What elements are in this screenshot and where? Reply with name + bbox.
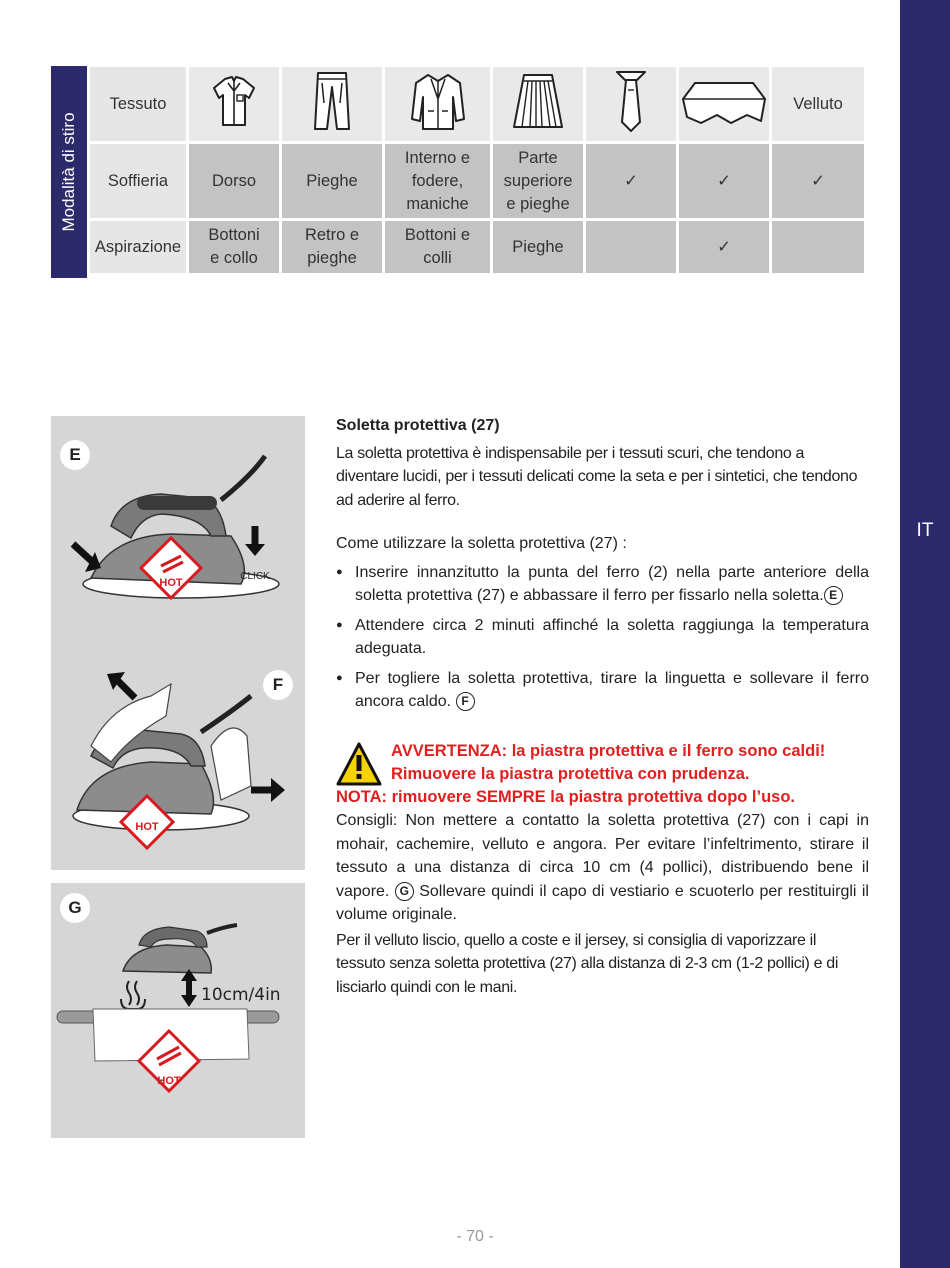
velvet-paragraph: Per il velluto liscio, quello a coste e il jersey, si consiglia di vaporizzare il tessuto senza soletta protettiva (27) alla distanza di 2-3 cm (1-2 pollici) e di lisciarlo quindi con le mani. [336, 931, 839, 996]
tie-icon [586, 67, 676, 141]
intro-paragraph: La soletta protettiva è indispensabile per i tessuti scuri, che tendono a diventare lucidi, per i tessuti delicati come la seta e per i sintetici, che tendono ad aderire al ferro. [336, 444, 858, 509]
tips-paragraph: Consigli: Non mettere a contatto la soletta protettiva (27) con i capi in mohair, cachemire, velluto e angora. Per evitare l’infeltrimento, stirare il tessuto a una distanza di circa 10 cm (4 pollici), distribuendo bene il vapore. G Sollevare quindi il capo di vestiario e scuoterlo per restituirgli il volume originale. [336, 812, 869, 923]
language-label: IT [916, 520, 934, 541]
table-cell: Retro e pieghe [282, 221, 382, 273]
warning-line-1: AVVERTENZA: la piastra protettiva e il ferro sono caldi! [391, 741, 826, 760]
section-heading: Soletta protettiva (27) [336, 417, 500, 434]
table-cell: Bottoni e colli [385, 221, 490, 273]
table-row [90, 67, 864, 141]
check-mark: ✓ [679, 144, 769, 218]
check-mark: ✓ [586, 144, 676, 218]
check-mark: ✓ [679, 221, 769, 273]
warning-line-2: Rimuovere la piastra protettiva con prudenza. [391, 764, 750, 783]
svg-text:CLICK: CLICK [240, 571, 270, 582]
row-label: Aspirazione [90, 221, 186, 273]
steam-distance-illustration [51, 883, 305, 1138]
illustration-e-f [51, 416, 305, 870]
figure-ref-f: F [456, 692, 475, 711]
table-cell: Bottoni e collo [189, 221, 279, 273]
shirt-icon [189, 67, 279, 141]
list-item: ● Per togliere la soletta protettiva, tirare la linguetta e sollevare il ferro ancora caldo. F [336, 667, 869, 714]
table-cell: Dorso [189, 144, 279, 218]
row-label: Tessuto [90, 67, 186, 141]
ironing-mode-table [87, 64, 867, 276]
svg-text:HOT: HOT [157, 1075, 181, 1087]
figure-f-badge: F [263, 670, 293, 700]
svg-text:HOT: HOT [135, 821, 159, 833]
warning-icon [336, 742, 382, 786]
table-cell: Interno e fodere, maniche [385, 144, 490, 218]
note-text: NOTA: rimuovere SEMPRE la piastra protettiva dopo l’uso. [336, 787, 796, 806]
figure-ref-g: G [395, 882, 414, 901]
table-cell [586, 221, 676, 273]
svg-text:HOT: HOT [159, 577, 183, 589]
skirt-icon [493, 67, 583, 141]
iron-illustration [51, 416, 305, 870]
illustration-g [51, 883, 305, 1138]
tablecloth-icon [679, 67, 769, 141]
figure-ref-e: E [824, 586, 843, 605]
usage-title: Come utilizzare la soletta protettiva (27) : [336, 535, 627, 552]
figure-e-badge: E [60, 440, 90, 470]
ironing-mode-label: Modalità di stiro [59, 112, 78, 232]
table-cell: Pieghe [493, 221, 583, 273]
list-item: ● Attendere circa 2 minuti affinché la soletta raggiunga la temperatura adeguata. [336, 614, 869, 661]
trousers-icon [282, 67, 382, 141]
page-number: - 70 - [456, 1228, 494, 1245]
velvet-label: Velluto [772, 67, 864, 141]
check-mark: ✓ [772, 144, 864, 218]
table-cell: Parte superiore e pieghe [493, 144, 583, 218]
list-item: ● Inserire innanzitutto la punta del ferro (2) nella parte anteriore della soletta protettiva (27) e abbassare il ferro per fissarlo nella soletta. E [336, 561, 869, 608]
instructions-column [336, 414, 869, 999]
steam-icon [121, 981, 145, 1009]
row-label: Soffieria [90, 144, 186, 218]
svg-text:10cm/4in: 10cm/4in [201, 985, 281, 1005]
table-cell [772, 221, 864, 273]
side-band [900, 0, 950, 1268]
jacket-icon [385, 67, 490, 141]
table-row [90, 221, 864, 273]
figure-g-badge: G [60, 893, 90, 923]
table-cell: Pieghe [282, 144, 382, 218]
ironing-mode-label-tab [51, 66, 87, 278]
table-row [90, 144, 864, 218]
usage-steps [336, 561, 869, 714]
warning-box [336, 740, 869, 786]
